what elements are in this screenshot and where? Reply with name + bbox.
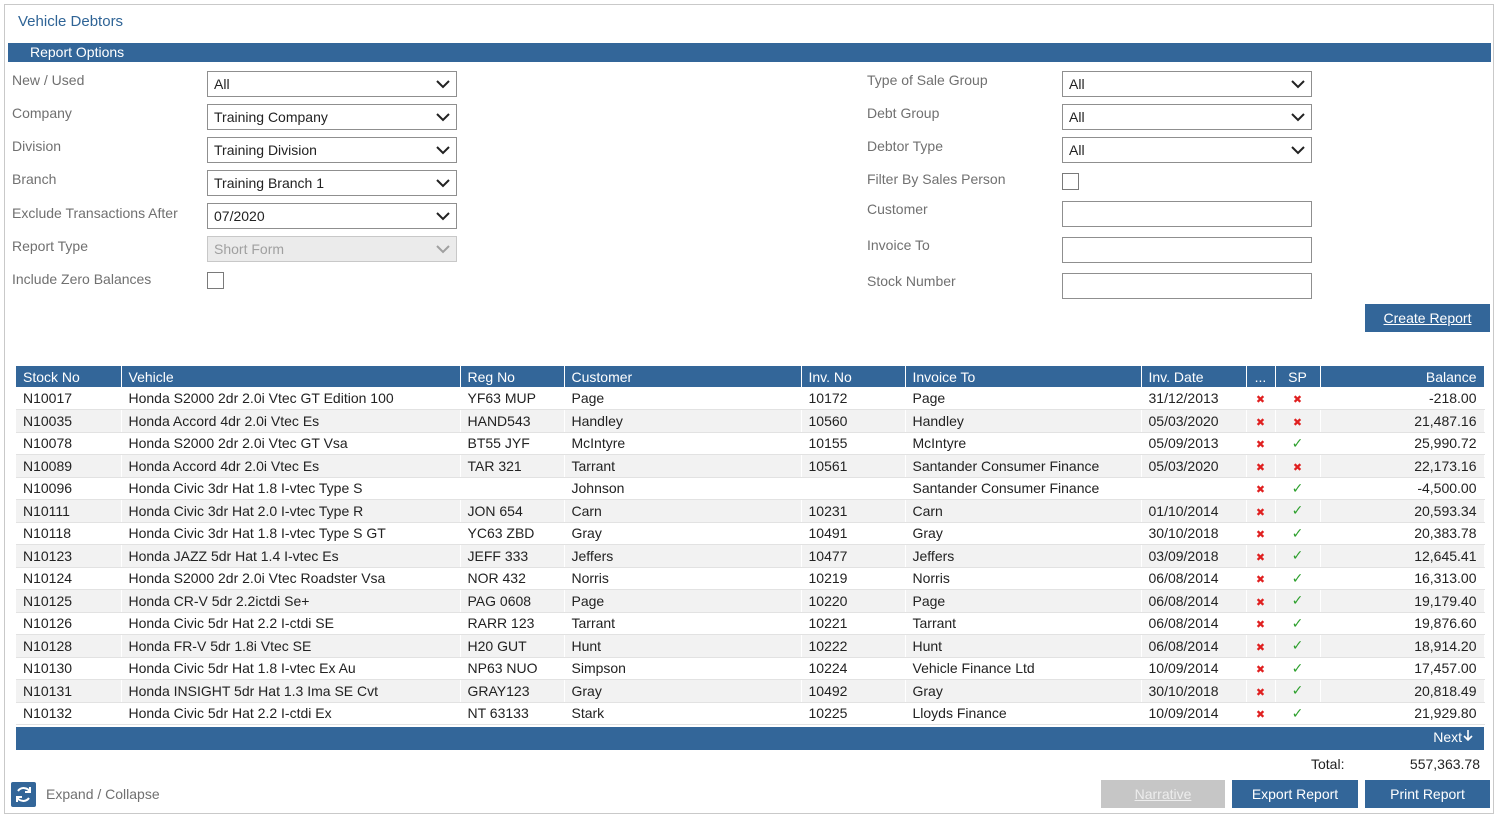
branch-select[interactable] <box>207 170 457 196</box>
debtor-type-label: Debtor Type <box>867 138 944 154</box>
cell-inv-date: 06/08/2014 <box>1141 635 1246 658</box>
table-row[interactable] <box>16 612 1484 635</box>
cell-stock-no: N10126 <box>16 612 121 635</box>
cell-stock-no: N10111 <box>16 500 121 523</box>
cell-invoice-to: Hunt <box>905 635 1141 658</box>
cell-vehicle: Honda Civic 5dr Hat 1.8 I-vtec Ex Au <box>121 657 460 680</box>
cell-sp <box>1275 522 1320 545</box>
table-row[interactable] <box>16 387 1484 410</box>
cell-stock-no: N10089 <box>16 455 121 478</box>
cell-balance: 20,593.34 <box>1320 500 1484 523</box>
cell-stock-no: N10078 <box>16 432 121 455</box>
cross-icon: ✖ <box>1255 416 1266 429</box>
chevron-down-icon <box>1290 110 1306 124</box>
check-icon: ✓ <box>1291 434 1304 451</box>
cell-invoice-to: Jeffers <box>905 545 1141 568</box>
cell-invoice-to: Tarrant <box>905 612 1141 635</box>
table-row[interactable] <box>16 680 1484 703</box>
type-of-sale-group-value: All <box>1069 76 1085 92</box>
cell-vehicle: Honda Civic 5dr Hat 2.2 I-ctdi Ex <box>121 702 460 725</box>
cell-balance: 19,876.60 <box>1320 612 1484 635</box>
cell-vehicle: Honda Civic 3dr Hat 2.0 I-vtec Type R <box>121 500 460 523</box>
table-row[interactable] <box>16 410 1484 433</box>
cross-icon: ✖ <box>1292 416 1303 429</box>
cell-more <box>1246 567 1275 590</box>
next-label: Next <box>1433 729 1462 745</box>
check-icon: ✓ <box>1291 637 1304 654</box>
create-report-button[interactable]: Create Report <box>1365 304 1490 332</box>
cell-customer: Carn <box>564 500 801 523</box>
cell-reg-no: HAND543 <box>460 410 564 433</box>
total-label: Total: <box>1311 756 1345 772</box>
cell-customer: Jeffers <box>564 545 801 568</box>
page-title: Vehicle Debtors <box>18 13 124 30</box>
cell-customer: Tarrant <box>564 612 801 635</box>
cell-vehicle: Honda FR-V 5dr 1.8i Vtec SE <box>121 635 460 658</box>
cell-more <box>1246 680 1275 703</box>
cell-invoice-to: Santander Consumer Finance <box>905 477 1141 500</box>
cell-vehicle: Honda Accord 4dr 2.0i Vtec Es <box>121 410 460 433</box>
branch-label: Branch <box>12 171 57 187</box>
cell-inv-no: 10155 <box>801 432 905 455</box>
cell-more <box>1246 432 1275 455</box>
chevron-down-icon <box>435 143 451 157</box>
cell-inv-date: 05/03/2020 <box>1141 455 1246 478</box>
cell-balance: -218.00 <box>1320 387 1484 410</box>
type-of-sale-group-label: Type of Sale Group <box>867 72 988 88</box>
cell-more <box>1246 657 1275 680</box>
cell-stock-no: N10132 <box>16 702 121 725</box>
cell-customer: Johnson <box>564 477 801 500</box>
cell-stock-no: N10118 <box>16 522 121 545</box>
cross-icon: ✖ <box>1255 641 1266 654</box>
chevron-down-icon <box>435 110 451 124</box>
cell-sp <box>1275 545 1320 568</box>
cell-customer: Page <box>564 590 801 613</box>
cell-inv-date: 05/03/2020 <box>1141 410 1246 433</box>
table-row[interactable] <box>16 477 1484 500</box>
customer-input[interactable] <box>1062 201 1312 227</box>
table-row[interactable] <box>16 522 1484 545</box>
cross-icon: ✖ <box>1255 461 1266 474</box>
cell-vehicle: Honda S2000 2dr 2.0i Vtec Roadster Vsa <box>121 567 460 590</box>
cross-icon: ✖ <box>1255 529 1266 542</box>
new-used-value: All <box>214 76 230 92</box>
cell-stock-no: N10125 <box>16 590 121 613</box>
cell-customer: Gray <box>564 680 801 703</box>
cell-vehicle: Honda Civic 3dr Hat 1.8 I-vtec Type S <box>121 477 460 500</box>
cell-inv-no: 10172 <box>801 387 905 410</box>
chevron-down-icon <box>435 176 451 190</box>
cell-invoice-to: Page <box>905 590 1141 613</box>
cell-customer: Norris <box>564 567 801 590</box>
cell-more <box>1246 545 1275 568</box>
cell-more <box>1246 522 1275 545</box>
cell-reg-no: YF63 MUP <box>460 387 564 410</box>
company-label: Company <box>12 105 72 121</box>
cell-sp <box>1275 612 1320 635</box>
table-row[interactable] <box>16 432 1484 455</box>
col-header-reg-no[interactable]: Reg No <box>460 366 564 387</box>
cell-reg-no: GRAY123 <box>460 680 564 703</box>
report-options-header: Report Options <box>8 43 1491 62</box>
table-row[interactable] <box>16 635 1484 658</box>
chevron-down-icon <box>435 242 451 256</box>
cell-vehicle: Honda CR-V 5dr 2.2ictdi Se+ <box>121 590 460 613</box>
cell-balance: 21,929.80 <box>1320 702 1484 725</box>
cell-reg-no: NOR 432 <box>460 567 564 590</box>
cell-inv-date: 30/10/2018 <box>1141 522 1246 545</box>
next-page-link[interactable] <box>1433 729 1474 745</box>
debt-group-value: All <box>1069 109 1085 125</box>
col-header-vehicle[interactable]: Vehicle <box>121 366 460 387</box>
check-icon: ✓ <box>1291 547 1304 564</box>
company-select[interactable] <box>207 104 457 130</box>
cross-icon: ✖ <box>1292 394 1303 406</box>
cell-balance: 19,179.40 <box>1320 590 1484 613</box>
exclude-transactions-label: Exclude Transactions After <box>12 205 178 221</box>
filter-by-sales-person-checkbox[interactable] <box>1062 173 1079 190</box>
cell-sp <box>1275 410 1320 433</box>
cell-balance: 20,383.78 <box>1320 522 1484 545</box>
cell-customer: Hunt <box>564 635 801 658</box>
cell-inv-no <box>801 477 905 500</box>
cell-sp <box>1275 590 1320 613</box>
cell-stock-no: N10124 <box>16 567 121 590</box>
cell-invoice-to: Vehicle Finance Ltd <box>905 657 1141 680</box>
check-icon: ✓ <box>1291 524 1304 541</box>
cell-inv-no: 10222 <box>801 635 905 658</box>
chevron-down-icon <box>435 209 451 223</box>
new-used-select[interactable] <box>207 71 457 97</box>
chevron-down-icon <box>435 77 451 91</box>
cell-reg-no: NT 63133 <box>460 702 564 725</box>
cell-customer: Simpson <box>564 657 801 680</box>
cell-customer: Stark <box>564 702 801 725</box>
cell-inv-no: 10477 <box>801 545 905 568</box>
cross-icon: ✖ <box>1255 686 1266 699</box>
cross-icon: ✖ <box>1255 506 1266 519</box>
cell-more <box>1246 410 1275 433</box>
cell-sp <box>1275 455 1320 478</box>
cell-customer: Gray <box>564 522 801 545</box>
debtors-table <box>16 366 1485 725</box>
cell-reg-no: YC63 ZBD <box>460 522 564 545</box>
cell-inv-no: 10220 <box>801 590 905 613</box>
cell-inv-date: 30/10/2018 <box>1141 680 1246 703</box>
table-row[interactable] <box>16 455 1484 478</box>
cell-balance: 16,313.00 <box>1320 567 1484 590</box>
check-icon: ✓ <box>1291 704 1304 721</box>
cell-balance: -4,500.00 <box>1320 477 1484 500</box>
branch-value: Training Branch 1 <box>214 175 324 191</box>
print-report-button[interactable]: Print Report <box>1365 780 1490 808</box>
cell-stock-no: N10131 <box>16 680 121 703</box>
cell-reg-no: TAR 321 <box>460 455 564 478</box>
export-report-button[interactable]: Export Report <box>1232 780 1358 808</box>
cell-customer: Tarrant <box>564 455 801 478</box>
include-zero-balances-label: Include Zero Balances <box>12 271 152 287</box>
cell-balance: 25,990.72 <box>1320 432 1484 455</box>
cell-inv-date: 06/08/2014 <box>1141 567 1246 590</box>
cell-inv-no: 10492 <box>801 680 905 703</box>
cell-stock-no: N10035 <box>16 410 121 433</box>
cell-stock-no: N10128 <box>16 635 121 658</box>
cross-icon: ✖ <box>1255 574 1266 587</box>
cell-more <box>1246 477 1275 500</box>
customer-label: Customer <box>867 201 928 217</box>
cell-inv-no: 10561 <box>801 455 905 478</box>
check-icon: ✓ <box>1291 614 1304 631</box>
col-header-inv-no[interactable]: Inv. No <box>801 366 905 387</box>
cell-customer: Page <box>564 387 801 410</box>
exclude-transactions-value: 07/2020 <box>214 208 265 224</box>
cell-stock-no: N10123 <box>16 545 121 568</box>
cell-invoice-to: Handley <box>905 410 1141 433</box>
narrative-button: Narrative <box>1101 780 1225 808</box>
cell-more <box>1246 500 1275 523</box>
cell-inv-date: 03/09/2018 <box>1141 545 1246 568</box>
debtor-type-select[interactable] <box>1062 137 1312 163</box>
cell-vehicle: Honda Civic 3dr Hat 1.8 I-vtec Type S GT <box>121 522 460 545</box>
cell-inv-date: 10/09/2014 <box>1141 657 1246 680</box>
cell-stock-no: N10017 <box>16 387 121 410</box>
cell-more <box>1246 590 1275 613</box>
cross-icon: ✖ <box>1255 551 1266 564</box>
include-zero-balances-checkbox[interactable] <box>207 272 224 289</box>
cell-inv-date: 05/09/2013 <box>1141 432 1246 455</box>
cell-inv-date: 06/08/2014 <box>1141 590 1246 613</box>
cell-reg-no: PAG 0608 <box>460 590 564 613</box>
cross-icon: ✖ <box>1255 439 1266 452</box>
table-row[interactable] <box>16 500 1484 523</box>
table-row[interactable] <box>16 545 1484 568</box>
table-footer-bar <box>16 727 1484 750</box>
chevron-down-icon <box>1290 143 1306 157</box>
cell-reg-no: JEFF 333 <box>460 545 564 568</box>
cross-icon: ✖ <box>1255 709 1266 722</box>
col-header-sp[interactable]: SP <box>1275 366 1320 387</box>
table-header-row <box>16 366 1484 387</box>
cell-invoice-to: Gray <box>905 522 1141 545</box>
cell-inv-no: 10221 <box>801 612 905 635</box>
cell-invoice-to: Gray <box>905 680 1141 703</box>
cell-inv-no: 10225 <box>801 702 905 725</box>
col-header-inv-date[interactable]: Inv. Date <box>1141 366 1246 387</box>
cell-inv-date: 01/10/2014 <box>1141 500 1246 523</box>
cell-vehicle: Honda Accord 4dr 2.0i Vtec Es <box>121 455 460 478</box>
new-used-label: New / Used <box>12 72 85 88</box>
cell-invoice-to: Norris <box>905 567 1141 590</box>
cross-icon: ✖ <box>1255 484 1266 497</box>
table-row[interactable] <box>16 590 1484 613</box>
cell-reg-no: H20 GUT <box>460 635 564 658</box>
company-value: Training Company <box>214 109 328 125</box>
division-label: Division <box>12 138 62 154</box>
debtor-type-value: All <box>1069 142 1085 158</box>
col-header-more[interactable]: ... <box>1246 366 1275 387</box>
cross-icon: ✖ <box>1255 664 1266 677</box>
cell-balance: 20,818.49 <box>1320 680 1484 703</box>
cell-sp <box>1275 432 1320 455</box>
col-header-customer[interactable]: Customer <box>564 366 801 387</box>
invoice-to-input[interactable] <box>1062 237 1312 263</box>
cross-icon: ✖ <box>1292 461 1303 474</box>
check-icon: ✓ <box>1291 569 1304 586</box>
cell-invoice-to: Lloyds Finance <box>905 702 1141 725</box>
check-icon: ✓ <box>1291 502 1304 519</box>
cell-stock-no: N10096 <box>16 477 121 500</box>
cross-icon: ✖ <box>1255 394 1266 406</box>
stock-number-input[interactable] <box>1062 273 1312 299</box>
cell-more <box>1246 635 1275 658</box>
cell-inv-date: 06/08/2014 <box>1141 612 1246 635</box>
table-row[interactable] <box>16 702 1484 725</box>
cell-inv-date: 31/12/2013 <box>1141 387 1246 410</box>
cross-icon: ✖ <box>1255 596 1266 609</box>
cell-balance: 12,645.41 <box>1320 545 1484 568</box>
refresh-icon <box>11 782 36 807</box>
cell-stock-no: N10130 <box>16 657 121 680</box>
cell-vehicle: Honda S2000 2dr 2.0i Vtec GT Vsa <box>121 432 460 455</box>
cell-reg-no <box>460 477 564 500</box>
cell-invoice-to: Page <box>905 387 1141 410</box>
cell-reg-no: NP63 NUO <box>460 657 564 680</box>
cell-sp <box>1275 500 1320 523</box>
stock-number-label: Stock Number <box>867 273 956 289</box>
division-select[interactable] <box>207 137 457 163</box>
type-of-sale-group-select[interactable] <box>1062 71 1312 97</box>
debt-group-select[interactable] <box>1062 104 1312 130</box>
cell-vehicle: Honda Civic 5dr Hat 2.2 I-ctdi SE <box>121 612 460 635</box>
cell-sp <box>1275 680 1320 703</box>
cell-inv-no: 10231 <box>801 500 905 523</box>
exclude-transactions-select[interactable] <box>207 203 457 229</box>
cross-icon: ✖ <box>1255 619 1266 632</box>
col-header-stock-no[interactable]: Stock No <box>16 366 121 387</box>
cell-sp <box>1275 635 1320 658</box>
cell-more <box>1246 455 1275 478</box>
expand-collapse-label[interactable]: Expand / Collapse <box>46 786 160 802</box>
cell-inv-date: 10/09/2014 <box>1141 702 1246 725</box>
cell-balance: 21,487.16 <box>1320 410 1484 433</box>
invoice-to-label: Invoice To <box>867 237 930 253</box>
cell-sp <box>1275 477 1320 500</box>
cell-reg-no: JON 654 <box>460 500 564 523</box>
division-value: Training Division <box>214 142 317 158</box>
cell-sp <box>1275 387 1320 410</box>
cell-invoice-to: McIntyre <box>905 432 1141 455</box>
cell-sp <box>1275 567 1320 590</box>
arrow-down-icon <box>1462 729 1474 742</box>
cell-sp <box>1275 702 1320 725</box>
cell-invoice-to: Carn <box>905 500 1141 523</box>
total-value: 557,363.78 <box>1409 756 1480 772</box>
cell-customer: Handley <box>564 410 801 433</box>
cell-invoice-to: Santander Consumer Finance <box>905 455 1141 478</box>
chevron-down-icon <box>1290 77 1306 91</box>
cell-reg-no: RARR 123 <box>460 612 564 635</box>
cell-balance: 18,914.20 <box>1320 635 1484 658</box>
table-row[interactable] <box>16 657 1484 680</box>
table-row[interactable] <box>16 567 1484 590</box>
debt-group-label: Debt Group <box>867 105 940 121</box>
cell-more <box>1246 702 1275 725</box>
report-type-value: Short Form <box>214 241 285 257</box>
cell-balance: 22,173.16 <box>1320 455 1484 478</box>
cell-vehicle: Honda INSIGHT 5dr Hat 1.3 Ima SE Cvt <box>121 680 460 703</box>
cell-inv-no: 10224 <box>801 657 905 680</box>
cell-inv-no: 10491 <box>801 522 905 545</box>
cell-balance: 17,457.00 <box>1320 657 1484 680</box>
cell-more <box>1246 387 1275 410</box>
cell-vehicle: Honda S2000 2dr 2.0i Vtec GT Edition 100 <box>121 387 460 410</box>
cell-vehicle: Honda JAZZ 5dr Hat 1.4 I-vtec Es <box>121 545 460 568</box>
col-header-balance[interactable]: Balance <box>1320 366 1484 387</box>
filter-by-sales-person-label: Filter By Sales Person <box>867 171 1006 187</box>
cell-customer: McIntyre <box>564 432 801 455</box>
check-icon: ✓ <box>1291 659 1304 676</box>
cell-reg-no: BT55 JYF <box>460 432 564 455</box>
cell-inv-date <box>1141 477 1246 500</box>
cell-sp <box>1275 657 1320 680</box>
cell-more <box>1246 612 1275 635</box>
check-icon: ✓ <box>1291 682 1304 699</box>
check-icon: ✓ <box>1291 592 1304 609</box>
check-icon: ✓ <box>1291 479 1304 496</box>
expand-collapse-toggle[interactable] <box>11 782 36 807</box>
cell-inv-no: 10560 <box>801 410 905 433</box>
report-type-label: Report Type <box>12 238 89 254</box>
cell-inv-no: 10219 <box>801 567 905 590</box>
col-header-invoice-to[interactable]: Invoice To <box>905 366 1141 387</box>
table-body <box>16 387 1484 725</box>
report-type-select <box>207 236 457 262</box>
